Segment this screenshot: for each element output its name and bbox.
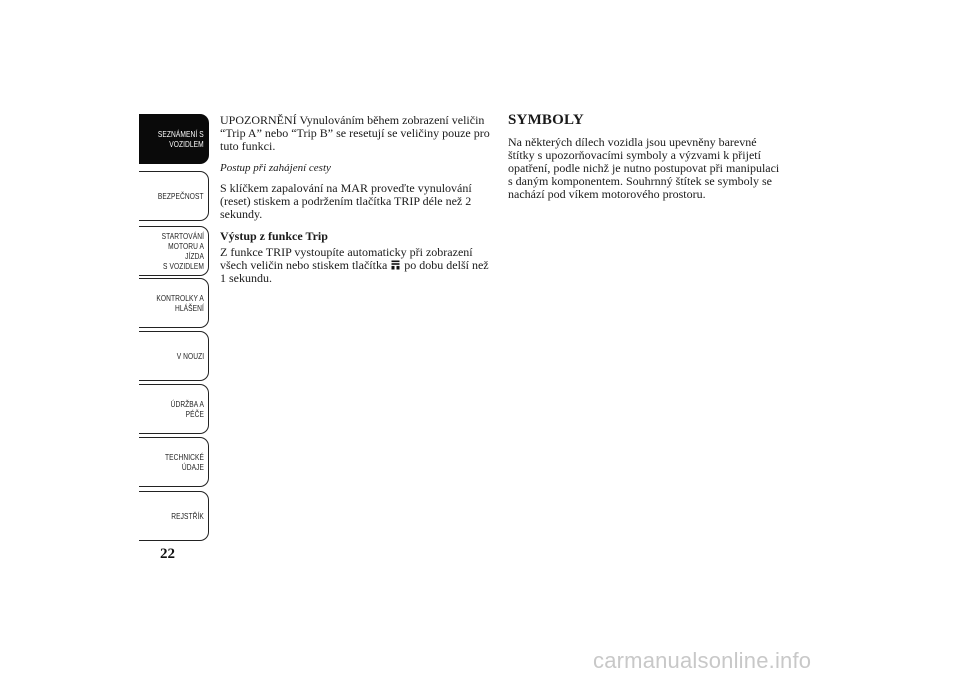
tab-label: TECHNICKÉ ÚDAJE [164, 452, 204, 472]
trip-button-icon [391, 260, 400, 270]
paragraph-exit-trip [220, 246, 492, 285]
watermark: carmanualsonline.info [593, 648, 812, 673]
tab-bezpecnost[interactable] [139, 171, 209, 221]
section-title-exit-trip: Výstup z funkce Trip [220, 229, 328, 243]
tab-label: BEZPEČNOST [158, 191, 204, 201]
heading-symboly: SYMBOLY [508, 112, 584, 128]
warning-text: Vynulováním během zobrazení veličin “Trip A” nebo “Trip B” se resetují se veličiny pouze pro tuto funkci. [220, 113, 490, 153]
tab-kontrolky-a-hlaseni[interactable] [139, 278, 209, 328]
tab-label: ÚDRŽBA A PÉČE [170, 399, 204, 419]
paragraph-reset: S klíčkem zapalování na MAR proveďte vynulování (reset) stiskem a podržením tlačítka TRIP déle než 2 sekundy. [220, 181, 472, 221]
paragraph-exit-text-start: Z funkce TRIP vystoupíte automaticky při zobrazení všech veličin nebo stiskem tlačítka [220, 245, 473, 272]
page-number: 22 [160, 546, 175, 562]
tab-seznameni-s-vozidlem[interactable] [139, 114, 209, 164]
warning-note [220, 114, 492, 153]
right-column [508, 114, 780, 210]
tab-rejstrik[interactable] [139, 491, 209, 541]
tab-label: REJSTŘÍK [171, 511, 204, 521]
tab-label: KONTROLKY A HLÁŠENÍ [156, 293, 204, 313]
tab-udrzba-a-pece[interactable] [139, 384, 209, 434]
paragraph-symboly: Na některých dílech vozidla jsou upevněny barevné štítky s upozorňovacími symboly a výzvami k přijetí opatření, podle nichž je nutno postupovat při manipulaci s daným komponentem. Souhrnný štítek se symboly se nachází pod víkem motorového prostoru. [508, 135, 780, 201]
tab-v-nouzi[interactable] [139, 331, 209, 381]
tab-startovani-motoru[interactable] [139, 226, 209, 276]
tab-label: STARTOVÁNÍ MOTORU A JÍZDA S VOZIDLEM [161, 231, 204, 271]
tab-label: V NOUZI [176, 351, 204, 361]
left-column [220, 114, 492, 294]
paragraph-exit-text-end: po dobu delší než 1 sekundu. [220, 258, 489, 285]
tab-technicke-udaje[interactable] [139, 437, 209, 487]
tab-label: SEZNÁMENÍ S VOZIDLEM [158, 129, 204, 149]
subheading-start-trip: Postup při zahájení cesty [220, 162, 331, 174]
warning-label: UPOZORNĚNÍ [220, 113, 297, 127]
